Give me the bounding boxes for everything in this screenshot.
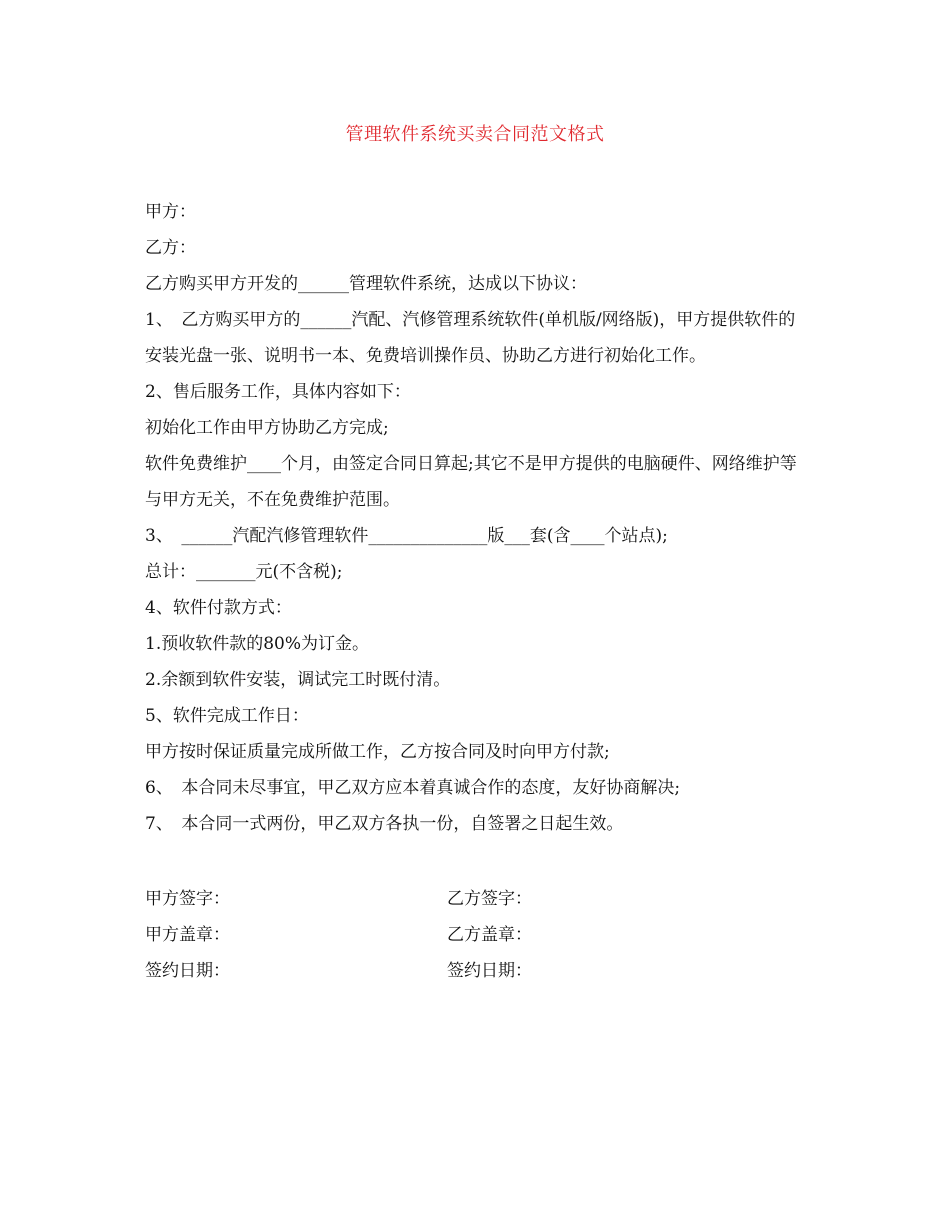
clause-7: 7、 本合同一式两份，甲乙双方各执一份，自签署之日起生效。	[145, 814, 624, 834]
party-b-line: 乙方：	[145, 238, 196, 258]
clause-3: 3、 ______汽配汽修管理软件______________版___套(含____个站点);	[145, 526, 668, 546]
clause-1: 1、 乙方购买甲方的______汽配、汽修管理系统软件(单机版/网络版)，甲方提供软件的安装光盘一张、说明书一本、免费培训操作员、协助乙方进行初始化工作。	[145, 310, 796, 366]
party-a-line: 甲方：	[145, 202, 196, 222]
clause-5-heading: 5、软件完成工作日：	[145, 706, 309, 726]
total-amount-line: 总计：_______元(不含税);	[145, 562, 343, 582]
document-title: 管理软件系统买卖合同范文格式	[345, 124, 605, 145]
date-row	[145, 953, 810, 989]
agreement-intro: 乙方购买甲方开发的______管理软件系统，达成以下协议：	[145, 274, 587, 294]
clause-2-heading: 2、售后服务工作，具体内容如下：	[145, 382, 411, 402]
seal-row	[145, 917, 810, 953]
party-b-seal-label: 乙方盖章：	[447, 925, 532, 945]
clause-5-text: 甲方按时保证质量完成所做工作，乙方按合同及时向甲方付款;	[145, 742, 610, 762]
payment-item-2: 2.余额到软件安装，调试完工时既付清。	[145, 670, 451, 690]
clause-2-item-maintenance: 软件免费维护____个月，由签定合同日算起;其它不是甲方提供的电脑硬件、网络维护等与甲方无关，不在免费维护范围。	[145, 454, 797, 510]
contract-body	[145, 194, 810, 842]
signature-block	[145, 881, 810, 989]
payment-item-1: 1.预收软件款的80%为订金。	[145, 634, 370, 654]
signature-row	[145, 881, 810, 917]
party-b-date-label: 签约日期：	[447, 961, 532, 981]
clause-2-item-initialization: 初始化工作由甲方协助乙方完成;	[145, 418, 389, 438]
party-a-date-label: 签约日期：	[145, 961, 230, 981]
party-b-signature-label: 乙方签字：	[447, 889, 532, 909]
party-a-signature-label: 甲方签字：	[145, 889, 230, 909]
party-a-seal-label: 甲方盖章：	[145, 925, 230, 945]
clause-6: 6、 本合同未尽事宜，甲乙双方应本着真诚合作的态度，友好协商解决;	[145, 778, 681, 798]
clause-4-heading: 4、软件付款方式：	[145, 598, 292, 618]
